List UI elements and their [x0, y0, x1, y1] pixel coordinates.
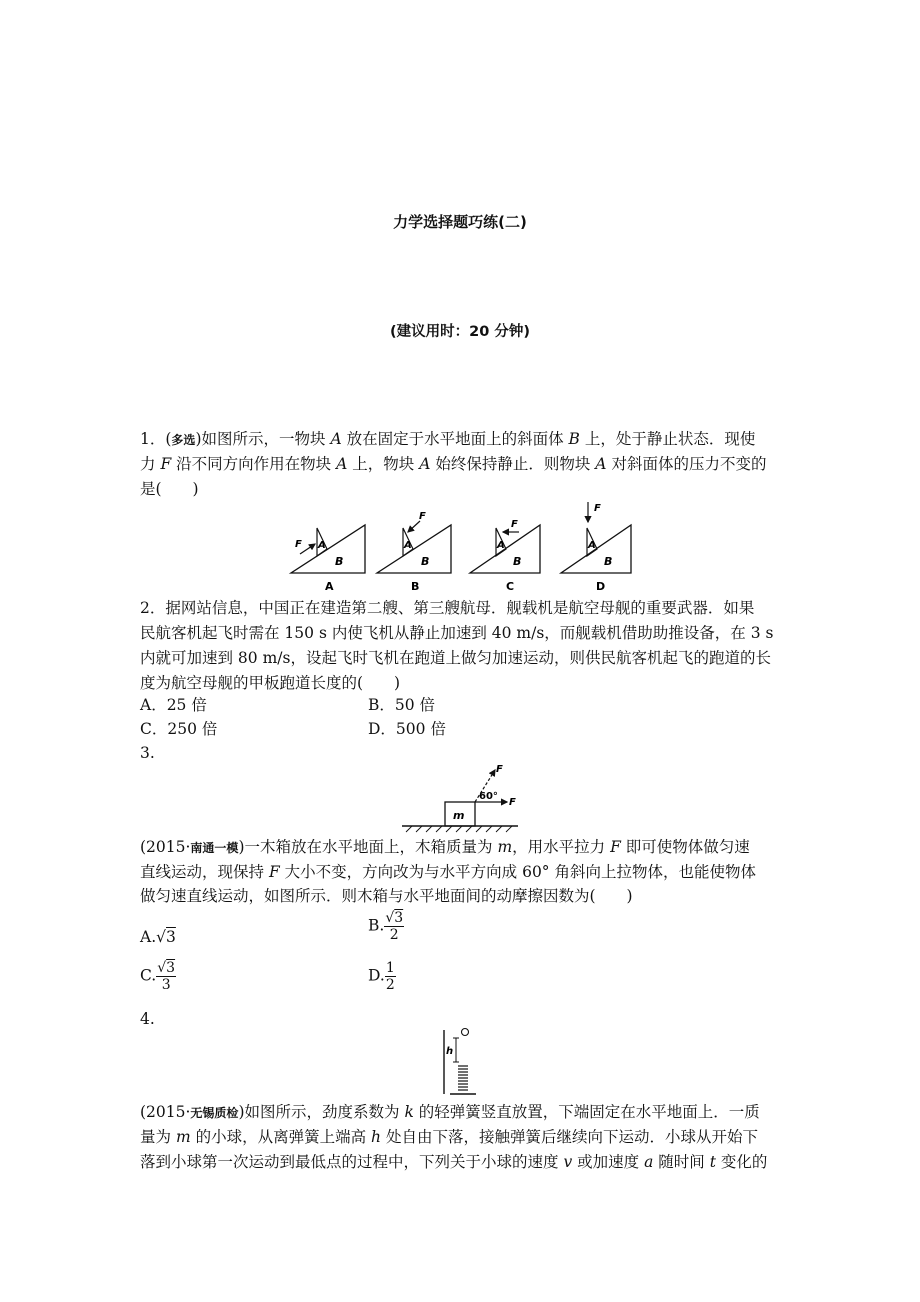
q4-line-2: 量为 m 的小球，从离弹簧上端高 h 处自由下落，接触弹簧后继续向下运动．小球从开始下	[140, 1128, 758, 1146]
svg-text:B: B	[513, 555, 522, 568]
q1-line-3: 是( )	[140, 480, 199, 498]
q1-tag: 多选	[171, 433, 196, 447]
q4-spring	[458, 1066, 468, 1090]
q1-incline-a	[291, 525, 365, 573]
q2-option-a[interactable]: A．25 倍	[140, 696, 207, 714]
q2-line-4: 度为航空母舰的甲板跑道长度的( )	[140, 674, 401, 692]
q3-number: 3.	[140, 744, 155, 762]
q1-figure	[285, 497, 640, 595]
q3-line-1: (2015·南通一模)一木箱放在水平地面上，木箱质量为 m，用水平拉力 F 即可使物体做匀速	[140, 838, 750, 856]
q3-option-c[interactable]: C. $\frac{√3}{3}$	[140, 960, 176, 993]
q2-line-3: 内就可加速到 80 m/s，设起飞时飞机在跑道上做匀加速运动，则供民航客机起飞的跑道的长	[140, 649, 771, 667]
svg-text:h: h	[446, 1046, 454, 1057]
q3-angle-label: 60°	[479, 791, 498, 802]
q4-line-1: (2015·无锡质检)如图所示，劲度系数为 k 的轻弹簧竖直放置，下端固定在水平地面上．一质	[140, 1103, 760, 1121]
q3-figure	[398, 760, 526, 834]
svg-text:F: F	[496, 764, 503, 775]
q3-line-2: 直线运动，现保持 F 大小不变，方向改为与水平方向成 60° 角斜向上拉物体，也能使物体	[140, 863, 757, 881]
svg-text:F: F	[594, 503, 601, 514]
svg-text:F: F	[419, 511, 426, 522]
svg-text:B: B	[604, 555, 613, 568]
svg-text:B: B	[421, 555, 430, 568]
q2-option-c[interactable]: C．250 倍	[140, 720, 218, 738]
q3-option-b[interactable]: B. $\frac{√3}{2}$	[368, 910, 404, 943]
svg-text:F: F	[509, 797, 516, 808]
svg-text:A: A	[588, 540, 596, 551]
q1-incline-c	[470, 519, 540, 573]
q2-option-b[interactable]: B．50 倍	[368, 696, 436, 714]
q3-source-tag: 南通一模	[190, 841, 239, 855]
q4-line-3: 落到小球第一次运动到最低点的过程中，下列关于小球的速度 v 或加速度 a 随时间 t 变化的	[140, 1153, 768, 1171]
q4-source-tag: 无锡质检	[190, 1106, 239, 1120]
q2-line-2: 民航客机起飞时需在 150 s 内使飞机从静止加速到 40 m/s，而舰载机借助助推设备，在 3 s	[140, 624, 774, 642]
q1-incline-d	[561, 502, 631, 573]
svg-text:A: A	[318, 540, 326, 551]
svg-text:F: F	[511, 519, 518, 530]
svg-text:B: B	[335, 555, 344, 568]
q2-line-1: 2．据网站信息，中国正在建造第二艘、第三艘航母．舰载机是航空母舰的重要武器．如果	[140, 599, 755, 617]
svg-text:A: A	[497, 540, 505, 551]
page-subtitle: (建议用时：20 分钟)	[390, 324, 530, 340]
svg-text:m: m	[453, 809, 465, 822]
q3-line-3: 做匀速直线运动，如图所示．则木箱与水平地面间的动摩擦因数为( )	[140, 887, 633, 905]
q1-label-d: D	[596, 580, 606, 593]
q4-figure	[436, 1026, 486, 1096]
q3-option-a[interactable]: A.√3	[140, 928, 176, 946]
q4-number: 4.	[140, 1010, 155, 1028]
q1-label-a: A	[325, 580, 334, 593]
q1-incline-b	[377, 511, 451, 573]
q1-label-b: B	[411, 580, 420, 593]
q3-option-d[interactable]: D. $\frac{1}{2}$	[368, 960, 395, 993]
q1-line-2: 力 F 沿不同方向作用在物块 A 上，物块 A 始终保持静止．则物块 A 对斜面体的压力不变的	[140, 455, 767, 473]
page-title: 力学选择题巧练(二)	[393, 213, 527, 231]
svg-text:F: F	[295, 539, 302, 550]
q2-option-d[interactable]: D．500 倍	[368, 720, 446, 738]
q1-line-1: 1．(多选)如图所示，一物块 A 放在固定于水平地面上的斜面体 B 上，处于静止状态．现使	[140, 430, 756, 448]
q1-label-c: C	[506, 580, 515, 593]
svg-text:A: A	[404, 540, 412, 551]
q4-ball	[462, 1029, 469, 1036]
